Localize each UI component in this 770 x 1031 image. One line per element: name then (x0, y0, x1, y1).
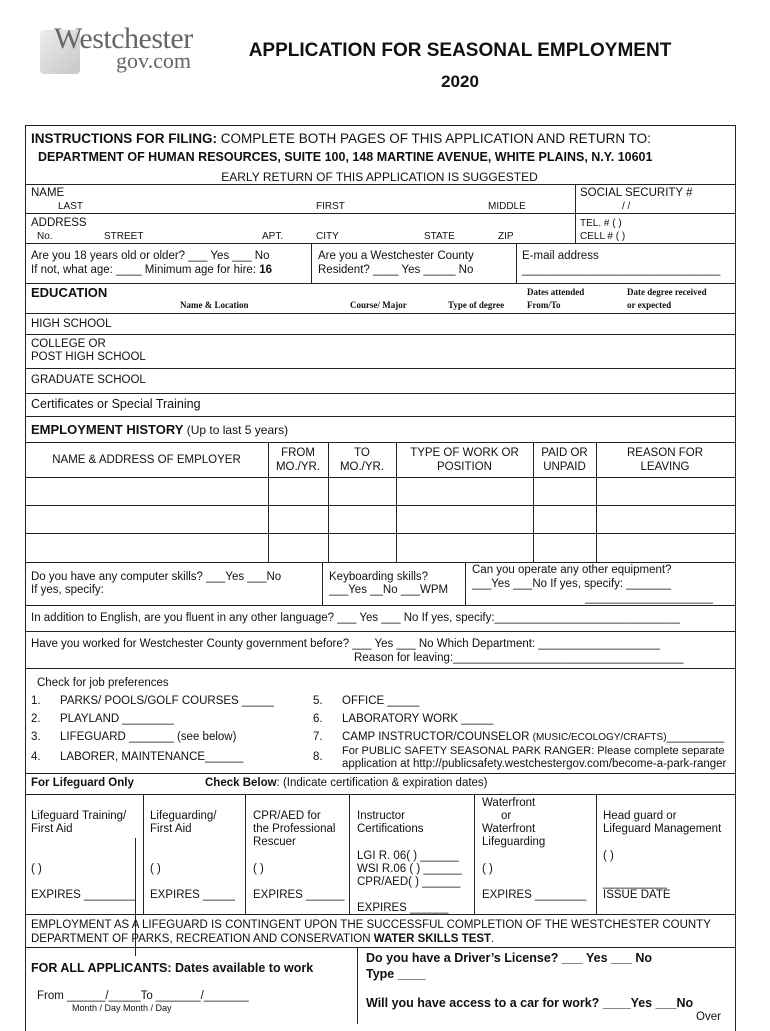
age-if-text: If not, what age: ____ Minimum age for hire: (31, 264, 260, 276)
lg-c1-expires[interactable]: EXPIRES ________ (31, 889, 136, 901)
instructions-line (31, 131, 651, 146)
employment-heading-line (31, 422, 288, 437)
address-label: ADDRESS (31, 217, 87, 229)
emp-col-to2: MO./YR. (339, 461, 385, 473)
logo-line1: Westchester (54, 22, 193, 55)
pref-office[interactable]: OFFICE _____ (342, 695, 420, 707)
emp-col-type2: POSITION (437, 461, 492, 473)
name-last-label: LAST (58, 201, 84, 212)
address-street-label: STREET (104, 231, 144, 242)
edu-row-highschool: HIGH SCHOOL (31, 318, 112, 330)
address-city-label: CITY (316, 231, 339, 242)
emp-col-reason2: LEAVING (640, 461, 690, 473)
age-min-value: 16 (259, 264, 272, 276)
pref-2-num: 2. (31, 713, 41, 725)
pref-ranger-line1: For PUBLIC SAFETY SEASONAL PARK RANGER: Please complete separate (342, 745, 725, 757)
contingent-line2 (31, 933, 494, 945)
lg-c5-expires[interactable]: EXPIRES ________ (482, 889, 587, 901)
address-zip-label: ZIP (498, 231, 514, 242)
lg-c5-line3: Waterfront (482, 823, 536, 835)
emp-col-name: NAME & ADDRESS OF EMPLOYER (52, 454, 241, 466)
ssn-format[interactable]: / / (622, 201, 631, 212)
instructions-label: INSTRUCTIONS FOR FILING: (31, 131, 217, 146)
car-access-question[interactable]: Will you have access to a car for work? ____Yes ___No (366, 996, 694, 1010)
lg-c4-lgi[interactable]: LGI R. 06( ) ______ (357, 850, 459, 862)
edu-row-graduate: GRADUATE SCHOOL (31, 374, 146, 386)
contingent-period: . (491, 933, 495, 945)
edu-col-name: Name & Location (180, 300, 249, 310)
early-return-note: EARLY RETURN OF THIS APPLICATION IS SUGGESTED (221, 170, 538, 184)
edu-col-course: Course/ Major (350, 300, 407, 310)
name-label: NAME (31, 187, 65, 199)
pref-laborer[interactable]: LABORER, MAINTENANCE______ (60, 751, 244, 763)
emp-col-reason: REASON FOR (626, 447, 704, 459)
logo-line2: gov.com (116, 48, 191, 73)
equipment-specify-line[interactable]: ____________________ (585, 592, 713, 604)
license-type[interactable]: Type ____ (366, 967, 426, 981)
lg-c3-check[interactable]: ( ) (253, 863, 264, 875)
lg-c6-line1: Head guard or (603, 810, 677, 822)
equipment-question: Can you operate any other equipment? (472, 564, 672, 576)
lg-c6-issue-date: ISSUE DATE (603, 889, 671, 901)
age-question[interactable]: Are you 18 years old or older? ___ Yes ___ No (31, 250, 270, 262)
instructions-text: COMPLETE BOTH PAGES OF THIS APPLICATION AND RETURN TO: (217, 131, 651, 146)
keyboarding-question: Keyboarding skills? (329, 571, 429, 583)
lg-c6-check[interactable]: ( ) (603, 850, 614, 862)
lg-c3-line3: Rescuer (253, 836, 296, 848)
emp-col-type: TYPE OF WORK OR (410, 447, 519, 459)
tel-field[interactable]: TEL. # ( ) (580, 218, 622, 229)
employment-row[interactable] (25, 562, 735, 563)
education-heading: EDUCATION (31, 285, 108, 300)
contingent-text: DEPARTMENT OF PARKS, RECREATION AND CONSERVATION (31, 933, 374, 945)
pref-6-num: 6. (313, 713, 323, 725)
pref-5-num: 5. (313, 695, 323, 707)
emp-col-paid2: UNPAID (543, 461, 586, 473)
edu-row-college: COLLEGE OR (31, 338, 106, 350)
emp-col-paid: PAID OR (541, 447, 588, 459)
lg-c4-line2: Certifications (357, 823, 424, 835)
pref-8-num: 8. (313, 751, 323, 763)
page-year: 2020 (441, 72, 479, 91)
lg-c3-expires[interactable]: EXPIRES ______ (253, 889, 345, 901)
edu-col-dates: Dates attended (527, 287, 585, 297)
lg-c3-line2: the Professional (253, 823, 336, 835)
employment-sub: (Up to last 5 years) (183, 423, 289, 437)
over-note: Over (696, 1011, 721, 1023)
pref-lifeguard[interactable]: LIFEGUARD _______ (see below) (60, 731, 237, 743)
email-label: E-mail address (522, 250, 599, 262)
pref-playland[interactable]: PLAYLAND ________ (60, 713, 174, 725)
pref-camp-blank: _________ (666, 731, 725, 743)
certificates-label: Certificates or Special Training (31, 397, 201, 411)
pref-parks[interactable]: PARKS/ POOLS/GOLF COURSES _____ (60, 695, 274, 707)
lg-c5-line4: Lifeguarding (482, 836, 546, 848)
job-pref-heading: Check for job preferences (37, 677, 169, 689)
dates-sub-labels: Month / Day Month / Day (72, 1003, 172, 1013)
page-title: APPLICATION FOR SEASONAL EMPLOYMENT (248, 40, 672, 61)
employment-row[interactable] (25, 533, 735, 534)
contingent-line1: EMPLOYMENT AS A LIFEGUARD IS CONTINGENT UPON THE SUCCESSFUL COMPLETION OF THE WESTCHESTER COUNTY (31, 919, 711, 931)
lg-c2-line1: Lifeguarding/ (150, 810, 217, 822)
equipment-answer[interactable]: ___Yes ___No If yes, specify: _______ (472, 578, 672, 590)
pref-1-num: 1. (31, 695, 41, 707)
edu-col-degree2: or expected (627, 300, 672, 310)
resident-question: Are you a Westchester County (318, 250, 474, 262)
water-skills-test: WATER SKILLS TEST (373, 933, 492, 945)
lg-c5-line1: Waterfront (482, 797, 536, 809)
cell-field[interactable]: CELL # ( ) (580, 231, 626, 242)
pref-7-num: 7. (313, 731, 323, 743)
dates-available-field[interactable]: From ______/_____To _______/_______ (37, 990, 249, 1002)
westchester-logo (40, 22, 200, 78)
edu-col-type: Type of degree (448, 300, 505, 310)
lg-c2-line2: First Aid (150, 823, 192, 835)
emp-col-from: FROM (281, 447, 315, 459)
lg-c4-expires[interactable]: EXPIRES ______ (357, 902, 449, 914)
employment-heading: EMPLOYMENT HISTORY (31, 422, 184, 437)
employment-row[interactable] (25, 505, 735, 506)
pref-ranger-link[interactable]: application at http://publicsafety.westchestergov.com/become-a-park-ranger (342, 758, 727, 770)
emp-col-to: TO (354, 447, 370, 459)
ssn-label: SOCIAL SECURITY # (580, 187, 693, 199)
lg-c2-check[interactable]: ( ) (150, 863, 161, 875)
lg-c4-wsi[interactable]: WSI R.06 ( ) ______ (357, 863, 462, 875)
name-middle-label: MIDDLE (488, 201, 526, 212)
county-worked-question[interactable]: Have you worked for Westchester County government before? ___ Yes ___ No Which Department: ___________________ (31, 638, 660, 650)
pref-camp-label: CAMP INSTRUCTOR/COUNSELOR (342, 731, 533, 743)
lifeguard-check-line (205, 777, 488, 789)
computer-skills-specify: If yes, specify: (31, 584, 104, 596)
address-apt-label: APT. (262, 231, 284, 242)
lg-c5-check[interactable]: ( ) (482, 863, 493, 875)
lg-c1-line1: Lifeguard Training/ (31, 810, 127, 822)
address-no-label: No. (37, 231, 53, 242)
lg-c3-line1: CPR/AED for (253, 810, 321, 822)
lg-c2-expires[interactable]: EXPIRES _____ (150, 889, 236, 901)
lifeguard-only-label: For Lifeguard Only (31, 777, 134, 789)
return-address: DEPARTMENT OF HUMAN RESOURCES, SUITE 100, 148 MARTINE AVENUE, WHITE PLAINS, N.Y. 10601 (38, 150, 653, 164)
emp-col-from2: MO./YR. (275, 461, 321, 473)
pref-camp-types: (MUSIC/ECOLOGY/CRAFTS) (532, 732, 667, 743)
lg-c6-issue-line[interactable]: __________ (603, 877, 667, 889)
address-state-label: STATE (424, 231, 455, 242)
lg-c5-line2: or (501, 810, 512, 822)
lg-c4-cpr[interactable]: CPR/AED( ) ______ (357, 876, 461, 888)
lg-c1-check[interactable]: ( ) (31, 863, 42, 875)
resident-answer[interactable]: Resident? ____ Yes _____ No (318, 264, 474, 276)
pref-4-num: 4. (31, 751, 41, 763)
email-field[interactable]: _______________________________ (522, 264, 721, 276)
lg-c1-line2: First Aid (31, 823, 73, 835)
pref-camp[interactable] (342, 731, 724, 743)
computer-skills-question[interactable]: Do you have any computer skills? ___Yes ___No (31, 571, 282, 583)
county-reason-leaving[interactable]: Reason for leaving:____________________________________ (354, 652, 684, 664)
lg-c6-line2: Lifeguard Management (603, 823, 722, 835)
edu-row-posthigh: POST HIGH SCHOOL (31, 351, 146, 363)
lifeguard-check-text: : (Indicate certification & expiration dates) (276, 777, 488, 789)
keyboarding-answer[interactable]: ___Yes __No ___WPM (329, 584, 449, 596)
lifeguard-check-label: Check Below (205, 777, 277, 789)
edu-col-degree: Date degree received (627, 287, 707, 297)
pref-3-num: 3. (31, 731, 41, 743)
age-if-not (31, 264, 272, 276)
drivers-license-question[interactable]: Do you have a Driver’s License? ___ Yes ___ No (366, 951, 653, 965)
all-applicants-dates: FOR ALL APPLICANTS: Dates available to work (31, 961, 314, 975)
edu-col-dates2: From/To (527, 300, 561, 310)
name-first-label: FIRST (316, 201, 345, 212)
lg-c4-line1: Instructor (357, 810, 405, 822)
language-question[interactable]: In addition to English, are you fluent in any other language? ___ Yes ___ No If yes, specify:_____________________________ (31, 612, 680, 624)
pref-laboratory[interactable]: LABORATORY WORK _____ (342, 713, 494, 725)
